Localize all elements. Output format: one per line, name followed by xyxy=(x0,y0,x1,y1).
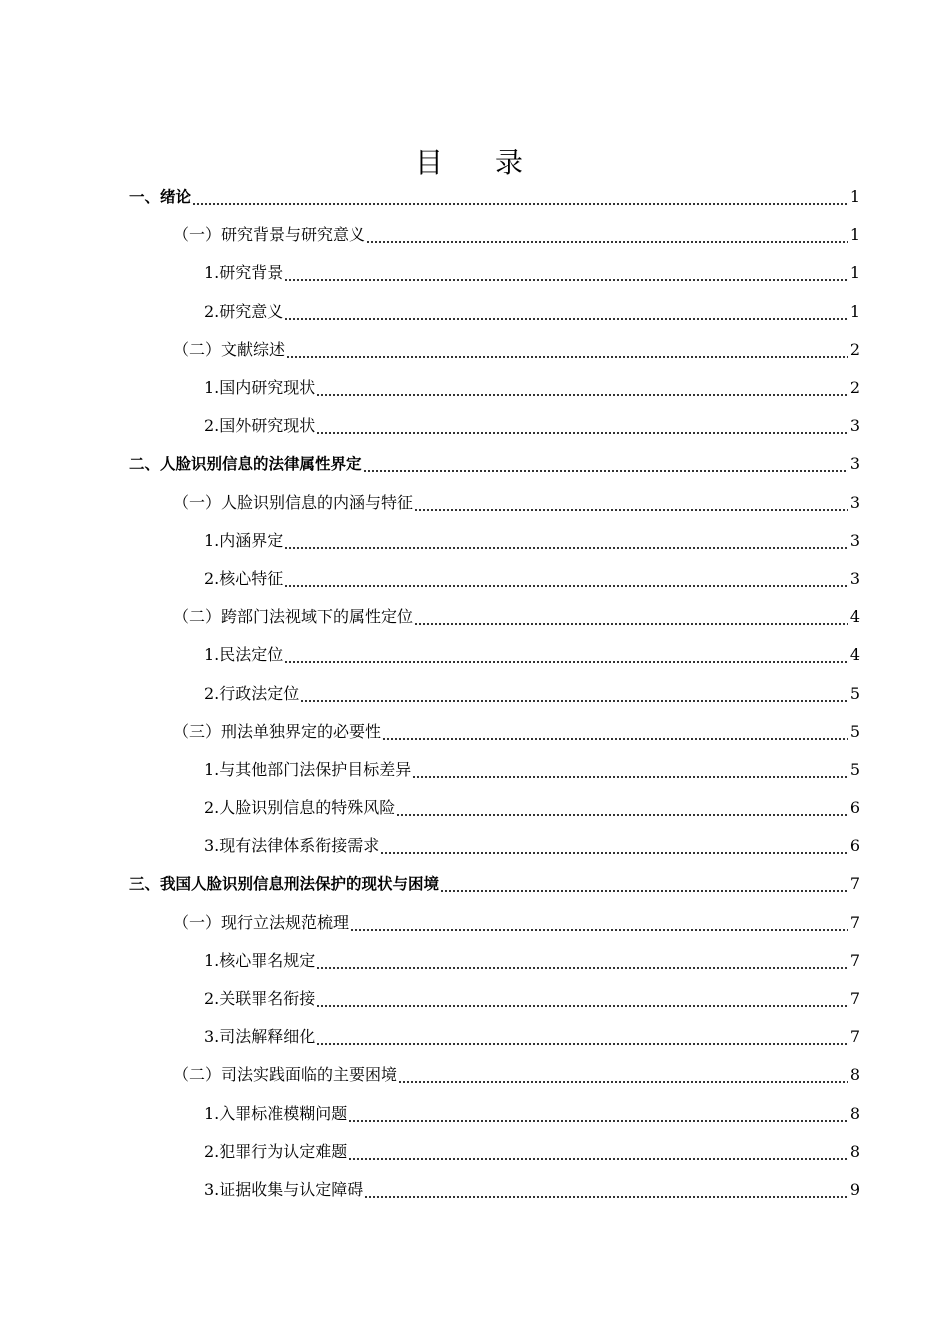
toc-page-number: 8 xyxy=(849,1065,860,1085)
toc-entry[interactable] xyxy=(0,1018,950,1056)
table-of-contents xyxy=(0,178,950,1209)
toc-entry-text: 1.国内研究现状 xyxy=(204,378,316,398)
dot-leader xyxy=(412,760,848,780)
toc-entry-text: 3.证据收集与认定障碍 xyxy=(204,1179,364,1199)
toc-entry-text: 2.犯罪行为认定难题 xyxy=(204,1141,348,1161)
dot-leader xyxy=(316,951,848,971)
toc-page-number: 7 xyxy=(849,912,860,932)
toc-entry[interactable] xyxy=(0,713,950,751)
dot-leader xyxy=(366,225,848,245)
toc-page-number: 5 xyxy=(849,759,860,779)
toc-entry[interactable] xyxy=(0,904,950,942)
dot-leader xyxy=(284,263,848,283)
toc-entry-text: 1.民法定位 xyxy=(204,645,284,665)
toc-entry-text: 1.入罪标准模糊问题 xyxy=(204,1103,348,1123)
toc-entry-text: 2.行政法定位 xyxy=(204,683,300,703)
toc-entry[interactable] xyxy=(0,560,950,598)
toc-page-number: 3 xyxy=(849,454,860,474)
dot-leader xyxy=(348,1104,848,1124)
toc-entry-text: （二）跨部门法视域下的属性定位 xyxy=(173,607,414,627)
toc-page-number: 7 xyxy=(849,1027,860,1047)
toc-entry[interactable] xyxy=(0,331,950,369)
dot-leader xyxy=(284,645,848,665)
toc-page-number: 1 xyxy=(849,187,860,207)
toc-entry-text: 2.国外研究现状 xyxy=(204,416,316,436)
toc-page-number: 1 xyxy=(849,301,860,321)
toc-entry-text: （二）司法实践面临的主要困境 xyxy=(173,1065,398,1085)
toc-page-number: 5 xyxy=(849,683,860,703)
toc-entry[interactable] xyxy=(0,598,950,636)
toc-entry-text: （一）人脸识别信息的内涵与特征 xyxy=(173,492,414,512)
toc-page-number: 8 xyxy=(849,1103,860,1123)
dot-leader xyxy=(284,302,848,322)
toc-entry-text: 1.核心罪名规定 xyxy=(204,950,316,970)
toc-entry-text: 2.人脸识别信息的特殊风险 xyxy=(204,798,396,818)
toc-entry-text: 1.内涵界定 xyxy=(204,530,284,550)
toc-entry[interactable] xyxy=(0,636,950,674)
toc-page-number: 4 xyxy=(849,607,860,627)
toc-entry-text: （三）刑法单独界定的必要性 xyxy=(173,721,382,741)
toc-entry[interactable] xyxy=(0,827,950,865)
toc-entry-text: 1.研究背景 xyxy=(204,263,284,283)
toc-entry-text: 三、我国人脸识别信息刑法保护的现状与困境 xyxy=(129,875,440,894)
toc-page-number: 3 xyxy=(849,568,860,588)
toc-page-number: 1 xyxy=(849,225,860,245)
toc-entry[interactable] xyxy=(0,1171,950,1209)
dot-leader xyxy=(364,1180,848,1200)
dot-leader xyxy=(286,340,848,360)
toc-entry[interactable] xyxy=(0,789,950,827)
toc-entry-text: 2.研究意义 xyxy=(204,301,284,321)
toc-entry[interactable] xyxy=(0,369,950,407)
dot-leader xyxy=(363,454,848,474)
toc-page-number: 2 xyxy=(849,339,860,359)
toc-page-number: 6 xyxy=(849,836,860,856)
toc-page-number: 7 xyxy=(849,874,860,894)
toc-entry[interactable] xyxy=(0,1133,950,1171)
toc-entry[interactable] xyxy=(0,942,950,980)
toc-page-number: 7 xyxy=(849,989,860,1009)
dot-leader xyxy=(316,378,848,398)
dot-leader xyxy=(350,913,848,933)
dot-leader xyxy=(380,836,848,856)
toc-page-number: 8 xyxy=(849,1141,860,1161)
dot-leader xyxy=(284,569,848,589)
toc-page-number: 6 xyxy=(849,798,860,818)
dot-leader xyxy=(396,798,848,818)
dot-leader xyxy=(316,1027,848,1047)
toc-entry-text: 2.核心特征 xyxy=(204,568,284,588)
dot-leader xyxy=(316,989,848,1009)
toc-page-number: 3 xyxy=(849,492,860,512)
toc-page-number: 4 xyxy=(849,645,860,665)
toc-entry[interactable] xyxy=(0,522,950,560)
toc-page-number: 3 xyxy=(849,530,860,550)
toc-entry[interactable] xyxy=(0,484,950,522)
toc-entry-text: 1.与其他部门法保护目标差异 xyxy=(204,759,412,779)
toc-page-number: 9 xyxy=(849,1179,860,1199)
toc-entry-text: （二）文献综述 xyxy=(173,339,286,359)
toc-entry-text: 3.现有法律体系衔接需求 xyxy=(204,836,380,856)
toc-entry-text: 一、绪论 xyxy=(129,188,192,207)
dot-leader xyxy=(398,1065,848,1085)
dot-leader xyxy=(414,493,848,513)
dot-leader xyxy=(440,874,848,894)
dot-leader xyxy=(284,531,848,551)
toc-title: 目录 xyxy=(414,145,575,179)
dot-leader xyxy=(192,187,848,207)
toc-entry-text: （一）研究背景与研究意义 xyxy=(173,225,366,245)
toc-page-number: 5 xyxy=(849,721,860,741)
toc-page-number: 7 xyxy=(849,950,860,970)
toc-entry-text: 2.关联罪名衔接 xyxy=(204,989,316,1009)
toc-entry[interactable] xyxy=(0,254,950,292)
toc-entry[interactable] xyxy=(0,407,950,445)
dot-leader xyxy=(316,416,848,436)
toc-entry[interactable] xyxy=(0,674,950,712)
dot-leader xyxy=(300,684,848,704)
toc-entry-text: 3.司法解释细化 xyxy=(204,1027,316,1047)
dot-leader xyxy=(382,722,848,742)
toc-page-number: 3 xyxy=(849,416,860,436)
toc-page-number: 1 xyxy=(849,263,860,283)
toc-entry-text: 二、人脸识别信息的法律属性界定 xyxy=(129,455,362,474)
toc-entry[interactable] xyxy=(0,445,950,483)
toc-entry[interactable] xyxy=(0,865,950,903)
toc-entry-text: （一）现行立法规范梳理 xyxy=(173,912,350,932)
dot-leader xyxy=(348,1142,848,1162)
toc-entry[interactable] xyxy=(0,1095,950,1133)
toc-entry[interactable] xyxy=(0,1056,950,1094)
toc-entry[interactable] xyxy=(0,980,950,1018)
toc-page-number: 2 xyxy=(849,378,860,398)
toc-entry[interactable] xyxy=(0,293,950,331)
toc-entry[interactable] xyxy=(0,751,950,789)
toc-entry[interactable] xyxy=(0,178,950,216)
toc-entry[interactable] xyxy=(0,216,950,254)
dot-leader xyxy=(414,607,848,627)
